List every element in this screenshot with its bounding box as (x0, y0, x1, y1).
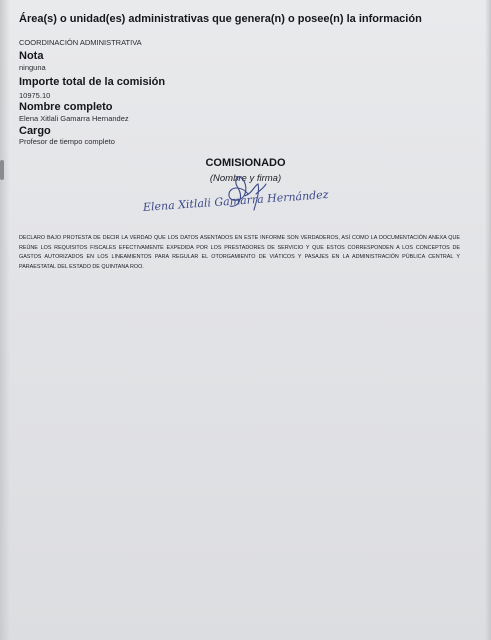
nota-heading: Nota (19, 50, 44, 62)
signed-name: Elena Xitlali Gamarra Hernández (142, 188, 329, 214)
cargo-heading: Cargo (19, 125, 51, 137)
nombre-value: Elena Xitlali Gamarra Hernandez (19, 114, 129, 123)
declaration-text: DECLARO BAJO PROTESTA DE DECIR LA VERDAD QUE LOS DATOS ASENTADOS EN ESTE INFORME SON VERDADEROS, ASÍ COMO LA DOCUMENTACIÓN ANEXA QUE REÚNE LOS REQUISITOS FISCALES EFECTIVAMENTE EXPEDIDA POR LOS PRESTADORES DE SERVICIO Y QUE ESTOS CORRESPONDEN A LOS CONCEPTOS DE GASTOS AUTORIZADOS EN LOS LINEAMIENTOS PARA REGULAR EL OTORGAMIENTO DE VIÁTICOS Y PASAJES EN LA ADMINISTRACIÓN PÚBLICA CENTRAL Y PARAESTATAL DEL ESTADO DE QUINTANA ROO. (19, 235, 460, 270)
importe-value: 10975.10 (19, 91, 51, 100)
page-edge-shadow-left (0, 0, 10, 640)
signature-block-subtitle: (Nombre y firma) (209, 173, 282, 184)
area-heading: Área(s) o unidad(es) administrativas que genera(n) o posee(n) la información (19, 13, 422, 25)
cargo-value: Profesor de tiempo completo (19, 137, 115, 146)
page-edge-shadow-right (485, 0, 491, 640)
importe-heading: Importe total de la comisión (19, 76, 166, 88)
area-value: COORDINACIÓN ADMINISTRATIVA (19, 38, 142, 47)
signature-block-title: COMISIONADO (205, 157, 286, 169)
nombre-heading: Nombre completo (19, 101, 113, 113)
nota-value: ninguna (19, 63, 46, 72)
